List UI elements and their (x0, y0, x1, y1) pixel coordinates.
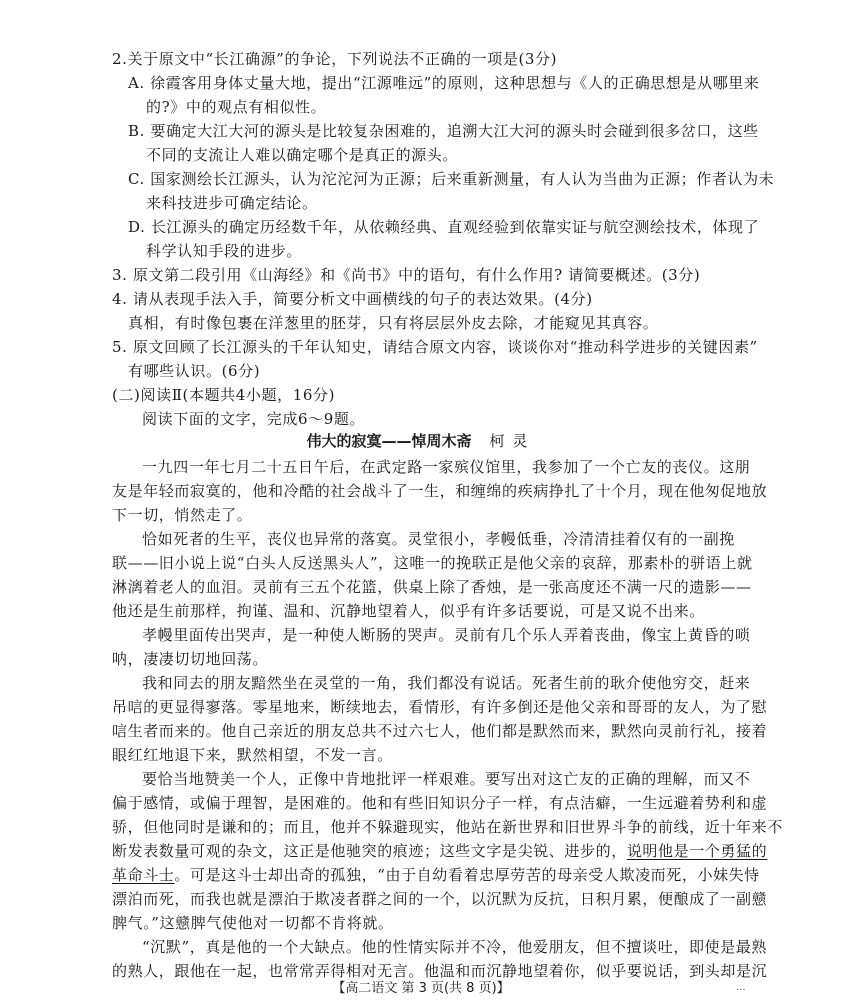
passage-line: 友是年轻而寂寞的，他和冷酷的社会战斗了一生，和缠绵的疾病挣扎了十个月，现在他匆促地放 (112, 482, 768, 500)
question-2-option-c-cont: 来科技进步可确定结论。 (146, 194, 318, 212)
question-2-option-b: B. 要确定大江大河的源头是比较复杂困难的，追溯大江大河的源头时会碰到很多岔口，这些 (128, 122, 759, 140)
passage-text: 。可是这斗士却出奇的孤独，“由于自幼看着忠厚劳苦的母亲受人欺凌而死，小妹失恃 (174, 866, 760, 884)
passage-line (112, 864, 760, 886)
underlined-sentence-end: 革命斗士 (112, 866, 175, 884)
question-4: 4. 请从表现手法入手，简要分析文中画横线的句子的表达效果。(4分) (112, 290, 593, 308)
passage-line: 骄，但他同时是谦和的；而且，他并不躲避现实，他站在新世界和旧世界斗争的前线，近十年来不 (112, 818, 783, 836)
passage-line: 恰如死者的生平，丧仪也异常的落寞。灵堂很小，孝幔低垂，冷清清挂着仅有的一副挽 (142, 530, 735, 548)
section-heading: (二)阅读Ⅱ(本题共4小题，16分) (112, 386, 336, 404)
passage-line: 唁生者而来的。他自己亲近的朋友总共不过六七人，他们都是默然而来，默然向灵前行礼，接着 (112, 722, 768, 740)
passage-line: 吊唁的更显得寥落。零星地来，断续地去，看情形，有许多倒还是他父亲和哥哥的友人，为了慰 (112, 698, 768, 716)
page-footer: 【高二语文 第 3 页(共 8 页)】 (332, 981, 510, 996)
question-2-stem: 2.关于原文中“长江确源”的争论，下列说法不正确的一项是(3分) (112, 50, 558, 68)
question-2-option-a: A. 徐霞客用身体丈量大地，提出“江源唯远”的原则，这种思想与《人的正确思想是从哪里来 (128, 74, 760, 92)
passage-line: 的熟人，跟他在一起，也常常弄得相对无言。他温和而沉静地望着你，似乎要说话，到头却是沉 (112, 962, 768, 980)
passage-line (112, 840, 767, 862)
passage-line: 偏于感情，或偏于理智，是困难的。他和有些旧知识分子一样，有点洁癖，一生远避着势利和虚 (112, 794, 768, 812)
question-2-option-c: C. 国家测绘长江源头，认为沱沱河为正源；后来重新测量，有人认为当曲为正源；作者认为未 (128, 170, 775, 188)
passage-line: 下一切，悄然走了。 (112, 506, 253, 524)
passage-line: “沉默”，真是他的一个大缺点。他的性情实际并不冷，他爱朋友，但不擅谈吐，即使是最熟 (142, 938, 767, 956)
passage-text: 断发表数量可观的杂文，这正是他驰突的痕迹；这些文字是尖锐、进步的， (112, 842, 627, 860)
passage-line: 脾气。”这戆脾气使他对一切都不肯将就。 (112, 914, 394, 932)
underlined-sentence: 说明他是一个勇猛的 (626, 842, 768, 860)
question-2-option-b-cont: 不同的支流让人难以确定哪个是真正的源头。 (146, 146, 459, 164)
question-2-option-a-cont: 的?》中的观点有相似性。 (146, 98, 327, 116)
passage-line: 要恰当地赞美一个人，正像中肯地批评一样艰难。要写出对这亡友的正确的理解，而又不 (142, 770, 751, 788)
passage-line: 我和同去的朋友黯然坐在灵堂的一角，我们都没有说话。死者生前的耿介使他穷交，赶来 (142, 674, 751, 692)
passage-line: 呐，凄凄切切地回荡。 (112, 650, 269, 668)
question-3: 3. 原文第二段引用《山海经》和《尚书》中的语句，有什么作用? 请简要概述。(3分) (112, 266, 701, 284)
question-5: 5. 原文回顾了长江源头的千年认知史，请结合原文内容，谈谈你对“推动科学进步的关键因素” (112, 338, 758, 356)
passage-line: 他还是生前那样，拘谨、温和、沉静地望着人，似乎有许多话要说，可是又说不出来。 (112, 602, 705, 620)
corner-mark: ... (736, 982, 746, 993)
passage-line: 淋漓着老人的血泪。灵前有三五个花篮，供桌上除了香烛，是一张高度还不满一尺的遗影—— (112, 578, 752, 596)
section-instruction: 阅读下面的文字，完成6～9题。 (142, 410, 366, 428)
passage-title-text: 伟大的寂寞——悼周木斋 (306, 432, 472, 450)
passage-line: 漂泊而死，而我也就是漂泊于欺凌者群之间的一个，以沉默为反抗，日积月累，便酿成了一副戆 (112, 890, 768, 908)
passage-line: 一九四一年七月二十五日午后，在武定路一家殡仪馆里，我参加了一个亡友的丧仪。这朋 (142, 458, 751, 476)
passage-line: 眼红红地退下来，默然相望，不发一言。 (112, 746, 393, 764)
passage-title (0, 430, 842, 452)
passage-line: 联——旧小说上说“白头人反送黑头人”，这唯一的挽联正是他父亲的哀辞，那素朴的骈语上就 (112, 554, 753, 572)
question-4-quote: 真相，有时像包裹在洋葱里的胚芽，只有将层层外皮去除，才能窥见其真容。 (128, 314, 659, 332)
passage-author: 柯灵 (489, 432, 536, 450)
question-5-cont: 有哪些认识。(6分) (128, 362, 261, 380)
question-2-option-d-cont: 科学认知手段的进步。 (146, 242, 303, 260)
question-2-option-d: D. 长江源头的确定历经数千年，从依赖经典、直观经验到依靠实证与航空测绘技术，体现了 (128, 218, 760, 236)
passage-line: 孝幔里面传出哭声，是一种使人断肠的哭声。灵前有几个乐人弄着丧曲，像宝上黄昏的唢 (142, 626, 751, 644)
